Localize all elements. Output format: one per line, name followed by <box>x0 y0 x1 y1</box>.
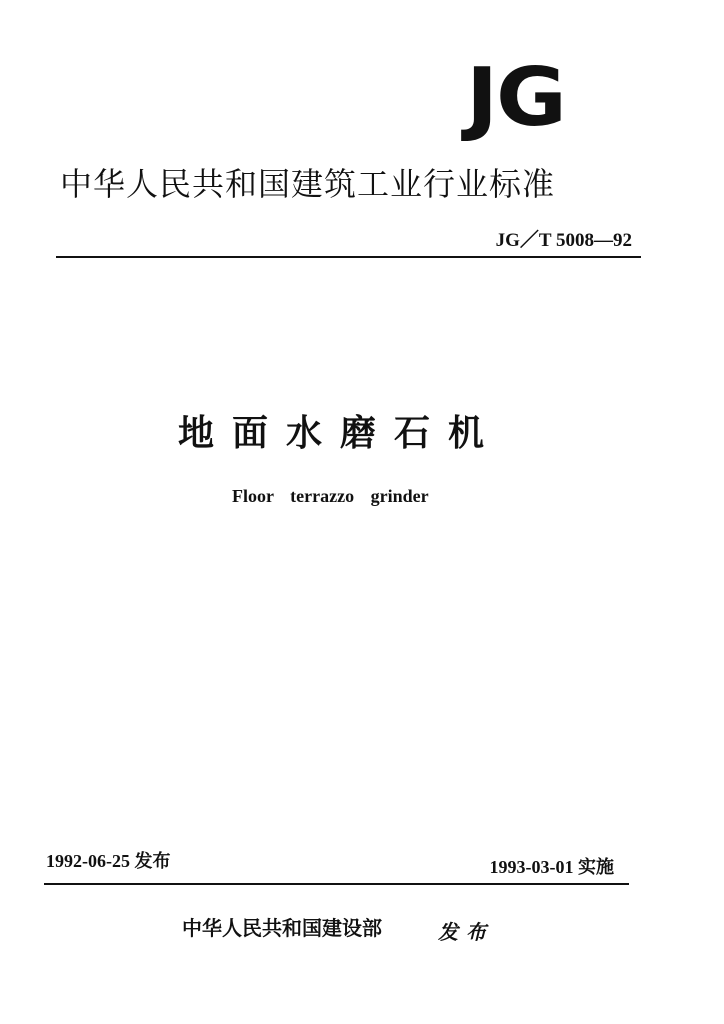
effective-date: 1993-03-01 实施 <box>489 857 614 877</box>
jg-logo: JG <box>466 51 565 144</box>
standard-number: JG／T 5008—92 <box>495 230 632 251</box>
bottom-divider <box>44 883 629 885</box>
standard-category: 中华人民共和国建筑工业行业标准 <box>60 165 556 203</box>
issuing-action: 发布 <box>438 920 494 944</box>
issue-date: 1992-06-25 发布 <box>46 851 171 871</box>
document-title-english: Floor terrazzo grinder <box>232 486 429 506</box>
top-divider <box>56 256 641 258</box>
document-title-chinese: 地面水磨石机 <box>178 413 503 454</box>
issuing-authority: 中华人民共和国建设部 <box>182 916 382 940</box>
